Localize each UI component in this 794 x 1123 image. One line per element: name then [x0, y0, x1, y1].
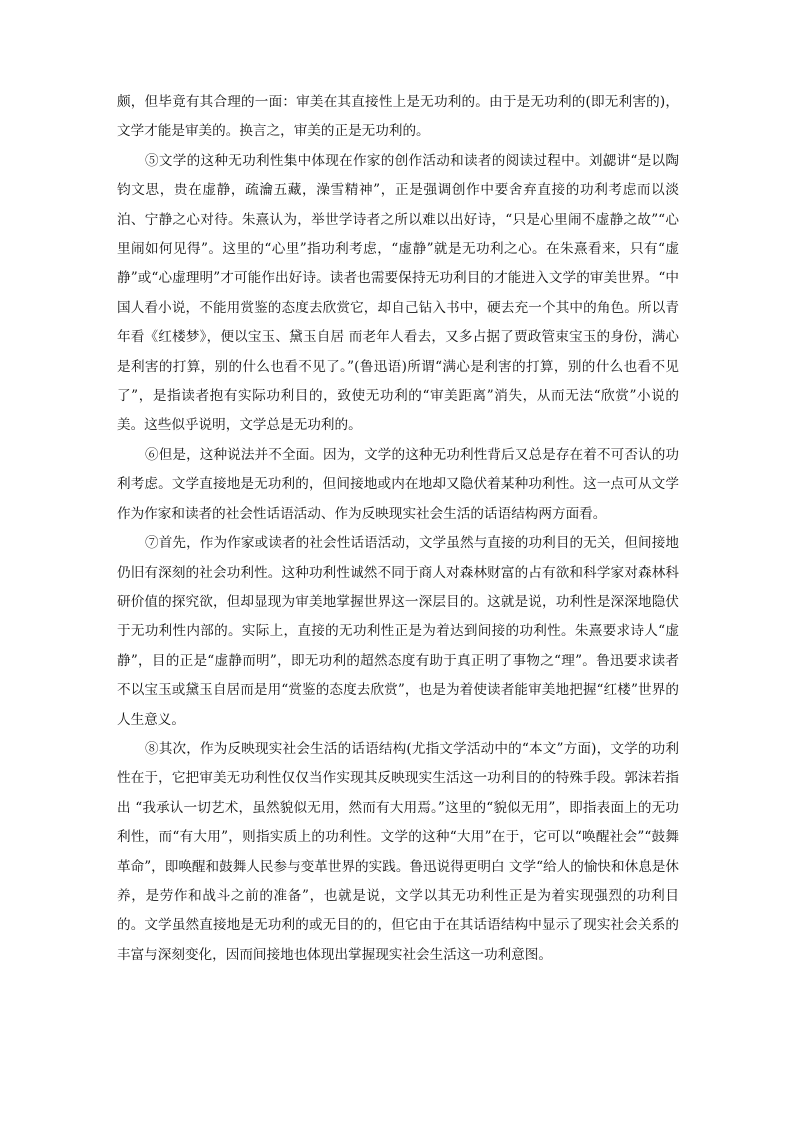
paragraph-8: ⑧其次，作为反映现实社会生活的话语结构(尤指文学活动中的“本文”方面)，文学的功利性在于，它把审美无功利性仅仅当作实现其反映现实生活这一功利目的的特殊手段。郭沫若指出 “我承认一切艺术，虽然貌似无用，然而有大用焉。”这里的“貌似无用”，即指表面上的无功利性，而“有大用”，则指实质上的功利性。文学的这种“大用”在于，它可以“唤醒社会”“鼓舞革命”，即唤醒和鼓舞人民参与变革世界的实践。鲁迅说得更明白 文学“给人的愉快和休息是休养，是劳作和战斗之前的准备”，也就是说，文学以其无功利性正是为着实现强烈的功利目的。文学虽然直接地是无功利的或无目的的，但它由于在其话语结构中显示了现实社会关系的丰富与深刻变化，因而间接地也体现出掌握现实社会生活这一功利意图。 — [117, 740, 679, 963]
paragraph-5: ⑤文学的这种无功利性集中体现在作家的创作活动和读者的阅读过程中。刘勰讲“是以陶钧文思，贵在虚静，疏瀹五藏，澡雪精神”，正是强调创作中要舍弃直接的功利考虑而以淡泊、宁静之心对待。朱熹认为，举世学诗者之所以难以出好诗，“只是心里闹不虚静之故”“心里闹如何见得”。这里的“心里”指功利考虑，“虚静”就是无功利之心。在朱熹看来，只有“虚静”或“心虚理明”才可能作出好诗。读者也需要保持无功利目的才能进入文学的审美世界。“中国人看小说，不能用赏鉴的态度去欣赏它，却自己钻入书中，硬去充一个其中的角色。所以青年看《红楼梦》，便以宝玉、黛玉自居 而老年人看去，又多占据了贾政管束宝玉的身份，满心是利害的打算，别的什么也看不见了。”(鲁迅语)所谓“满心是利害的打算，别的什么也看不见了”，是指读者抱有实际功利目的，致使无功利的“审美距离”消失，从而无法“欣赏”小说的美。这些似乎说明，文学总是无功利的。 — [117, 152, 679, 434]
paragraph-7: ⑦首先，作为作家或读者的社会性话语活动，文学虽然与直接的功利目的无关，但间接地仍旧有深刻的社会功利性。这种功利性诚然不同于商人对森林财富的占有欲和科学家对森林科研价值的探究欲，但却显现为审美地掌握世界这一深层目的。这就是说，功利性是深深地隐伏于无功利性内部的。实际上，直接的无功利性正是为着达到间接的功利性。朱熹要求诗人“虚静”，目的正是“虚静而明”，即无功利的超然态度有助于真正明了事物之“理”。鲁迅要求读者不以宝玉或黛玉自居而是用“赏鉴的态度去欣赏”，也是为着使读者能审美地把握“红楼”世界的人生意义。 — [117, 535, 679, 728]
paragraph-6: ⑥但是，这种说法并不全面。因为，文学的这种无功利性背后又总是存在着不可否认的功利考虑。文学直接地是无功利的，但间接地或内在地却又隐伏着某种功利性。这一点可从文学作为作家和读者的社会性话语活动、作为反映现实社会生活的话语结构两方面看。 — [117, 446, 679, 522]
paragraph-continuation: 颇，但毕竟有其合理的一面：审美在其直接性上是无功利的。由于是无功利的(即无利害的)，文学才能是审美的。换言之，审美的正是无功利的。 — [117, 94, 679, 140]
document-page — [117, 88, 679, 970]
